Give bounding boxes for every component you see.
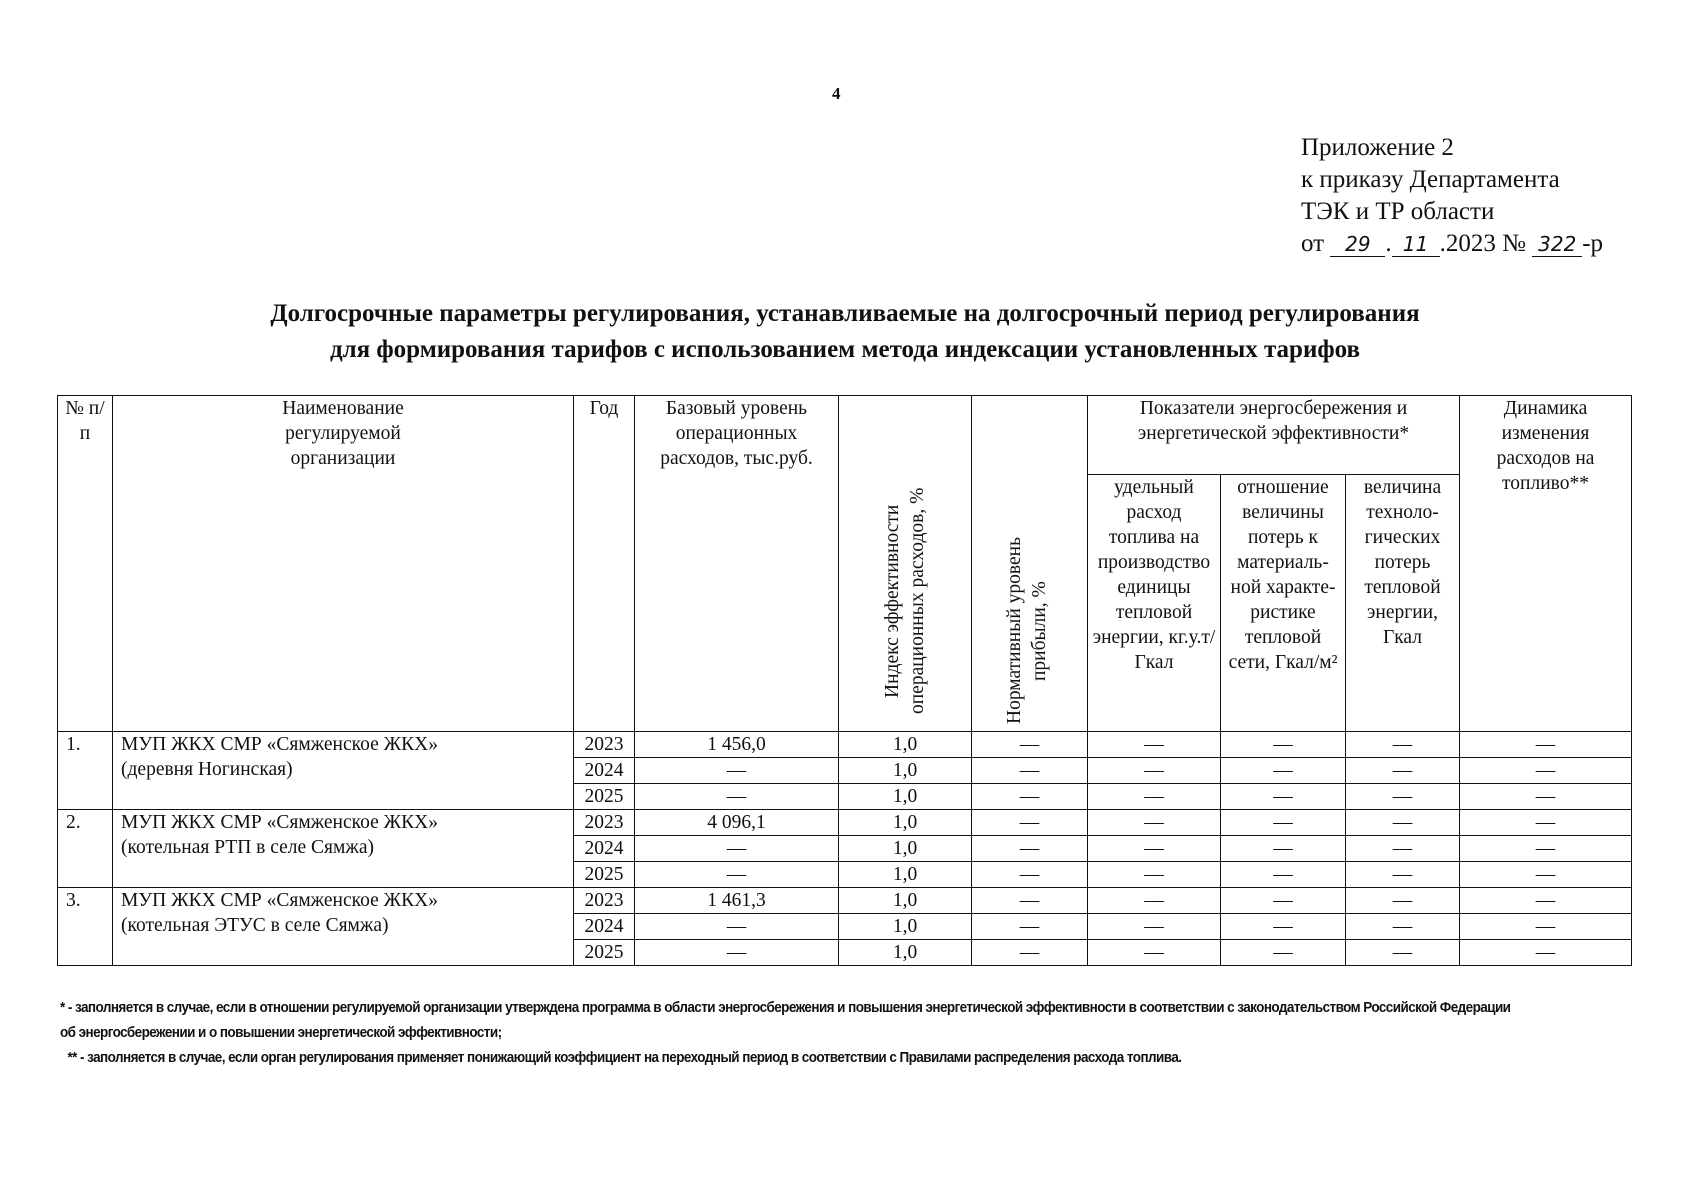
year-cell: 2023 xyxy=(574,732,635,758)
dash-cell: — xyxy=(1346,732,1460,758)
dash-cell: — xyxy=(972,940,1088,966)
footnote: * - заполняется в случае, если в отношении регулируемой организации утверждена программа в области энергосбережения и повышения энергетической эффективности в соответствии с законодательством Российской Федерации об энергосбережении и о повышении энергетической эффективности; xyxy=(60,1000,1511,1041)
header-losses-ratio: отношение величины потерь к материаль-ной характе-ристике тепловой сети, Гкал/м² xyxy=(1221,475,1346,732)
year-cell: 2023 xyxy=(574,810,635,836)
dash-cell: — xyxy=(972,888,1088,914)
table-row xyxy=(58,732,1632,758)
year-cell: 2025 xyxy=(574,862,635,888)
index-cell: 1,0 xyxy=(839,784,972,810)
year-cell: 2023 xyxy=(574,888,635,914)
index-cell: 1,0 xyxy=(839,810,972,836)
dash-cell: — xyxy=(1460,784,1632,810)
header-year: Год xyxy=(574,396,635,732)
dash-cell: — xyxy=(1221,836,1346,862)
dash-cell: — xyxy=(1460,940,1632,966)
dash-cell: — xyxy=(1346,888,1460,914)
year-cell: 2024 xyxy=(574,836,635,862)
base-cell: — xyxy=(635,758,839,784)
org-name: МУП ЖКХ СМР «Сямженское ЖКХ» (котельная ЭТУС в селе Сямжа) xyxy=(113,888,574,966)
header-profit: Нормативный уровень прибыли, % xyxy=(972,396,1088,732)
dash-cell: — xyxy=(1088,940,1221,966)
org-name: МУП ЖКХ СМР «Сямженское ЖКХ» (котельная РТП в селе Сямжа) xyxy=(113,810,574,888)
dash-cell: — xyxy=(1346,810,1460,836)
dash-cell: — xyxy=(1346,940,1460,966)
dash-cell: — xyxy=(1460,758,1632,784)
header-tech-losses: величина техноло-гических потерь тепловой энергии, Гкал xyxy=(1346,475,1460,732)
dash-cell: — xyxy=(1460,914,1632,940)
dash-cell: — xyxy=(1088,914,1221,940)
dash-cell: — xyxy=(1088,784,1221,810)
header-base: Базовый уровень операционных расходов, тыс.руб. xyxy=(635,396,839,732)
footnote: ** - заполняется в случае, если орган регулирования применяет понижающий коэффициент на переходный период в соответствии с Правилами распределения расхода топлива. xyxy=(67,1050,1182,1066)
dash-cell: — xyxy=(972,784,1088,810)
appendix-line: Приложение 2 xyxy=(1301,134,1454,161)
table-row xyxy=(58,888,1632,914)
dash-cell: — xyxy=(1088,810,1221,836)
appendix-line: ТЭК и ТР области xyxy=(1301,198,1495,225)
index-cell: 1,0 xyxy=(839,732,972,758)
title-line: Долгосрочные параметры регулирования, устанавливаемые на долгосрочный период регулирования xyxy=(270,300,1420,327)
index-cell: 1,0 xyxy=(839,836,972,862)
dash-cell: — xyxy=(1346,914,1460,940)
dash-cell: — xyxy=(1088,862,1221,888)
row-num: 3. xyxy=(58,888,113,966)
dash-cell: — xyxy=(1088,888,1221,914)
dash-cell: — xyxy=(972,914,1088,940)
base-cell: 4 096,1 xyxy=(635,810,839,836)
table-row xyxy=(58,810,1632,836)
dash-cell: — xyxy=(1088,758,1221,784)
dash-cell: — xyxy=(1221,914,1346,940)
dash-cell: — xyxy=(1221,810,1346,836)
dash-cell: — xyxy=(1221,784,1346,810)
dash-cell: — xyxy=(1346,836,1460,862)
base-cell: — xyxy=(635,914,839,940)
document-title xyxy=(60,296,1630,368)
org-name: МУП ЖКХ СМР «Сямженское ЖКХ» (деревня Ногинская) xyxy=(113,732,574,810)
dash-cell: — xyxy=(1088,732,1221,758)
index-cell: 1,0 xyxy=(839,758,972,784)
dash-cell: — xyxy=(1460,732,1632,758)
index-cell: 1,0 xyxy=(839,888,972,914)
handwritten-month: 11 xyxy=(1392,232,1440,257)
header-num: № п/п xyxy=(58,396,113,732)
dash-cell: — xyxy=(972,862,1088,888)
dash-cell: — xyxy=(972,810,1088,836)
index-cell: 1,0 xyxy=(839,940,972,966)
row-num: 2. xyxy=(58,810,113,888)
header-fuel: удельный расход топлива на производство единицы тепловой энергии, кг.у.т/Гкал xyxy=(1088,475,1221,732)
dash-cell: — xyxy=(1088,836,1221,862)
prefix: от xyxy=(1301,230,1325,257)
header-energy-group: Показатели энергосбережения и энергетической эффективности* xyxy=(1088,396,1460,475)
parameters-table xyxy=(57,395,1632,966)
header-org: Наименование регулируемой организации xyxy=(113,396,574,732)
dash-cell: — xyxy=(1346,784,1460,810)
dash-cell: — xyxy=(1460,862,1632,888)
handwritten-day: 29 xyxy=(1330,232,1385,257)
year-text: .2023 № xyxy=(1439,230,1526,257)
dash-cell: — xyxy=(972,836,1088,862)
dash-cell: — xyxy=(972,732,1088,758)
base-cell: — xyxy=(635,862,839,888)
year-cell: 2024 xyxy=(574,914,635,940)
dash-cell: — xyxy=(972,758,1088,784)
year-cell: 2025 xyxy=(574,784,635,810)
index-cell: 1,0 xyxy=(839,914,972,940)
year-cell: 2024 xyxy=(574,758,635,784)
base-cell: — xyxy=(635,836,839,862)
index-cell: 1,0 xyxy=(839,862,972,888)
dash-cell: — xyxy=(1460,836,1632,862)
header-index: Индекс эффективности операционных расходов, % xyxy=(839,396,972,732)
sep: . xyxy=(1385,230,1392,257)
dash-cell: — xyxy=(1221,732,1346,758)
dash-cell: — xyxy=(1221,758,1346,784)
dash-cell: — xyxy=(1460,810,1632,836)
year-cell: 2025 xyxy=(574,940,635,966)
appendix-header xyxy=(1301,132,1603,260)
footnotes xyxy=(60,996,1511,1071)
row-num: 1. xyxy=(58,732,113,810)
base-cell: 1 461,3 xyxy=(635,888,839,914)
dash-cell: — xyxy=(1346,862,1460,888)
dash-cell: — xyxy=(1346,758,1460,784)
appendix-line: к приказу Департамента xyxy=(1301,166,1560,193)
appendix-date-line xyxy=(1301,228,1603,260)
base-cell: — xyxy=(635,784,839,810)
handwritten-number: 322 xyxy=(1532,232,1582,257)
base-cell: 1 456,0 xyxy=(635,732,839,758)
page-number: 4 xyxy=(832,84,841,103)
title-line: для формирования тарифов с использованием метода индексации установленных тарифов xyxy=(329,336,1361,363)
dash-cell: — xyxy=(1221,940,1346,966)
base-cell: — xyxy=(635,940,839,966)
dash-cell: — xyxy=(1221,862,1346,888)
dash-cell: — xyxy=(1460,888,1632,914)
dash-cell: — xyxy=(1221,888,1346,914)
header-dynamics: Динамика изменения расходов на топливо** xyxy=(1460,396,1632,732)
suffix: -р xyxy=(1582,230,1604,257)
